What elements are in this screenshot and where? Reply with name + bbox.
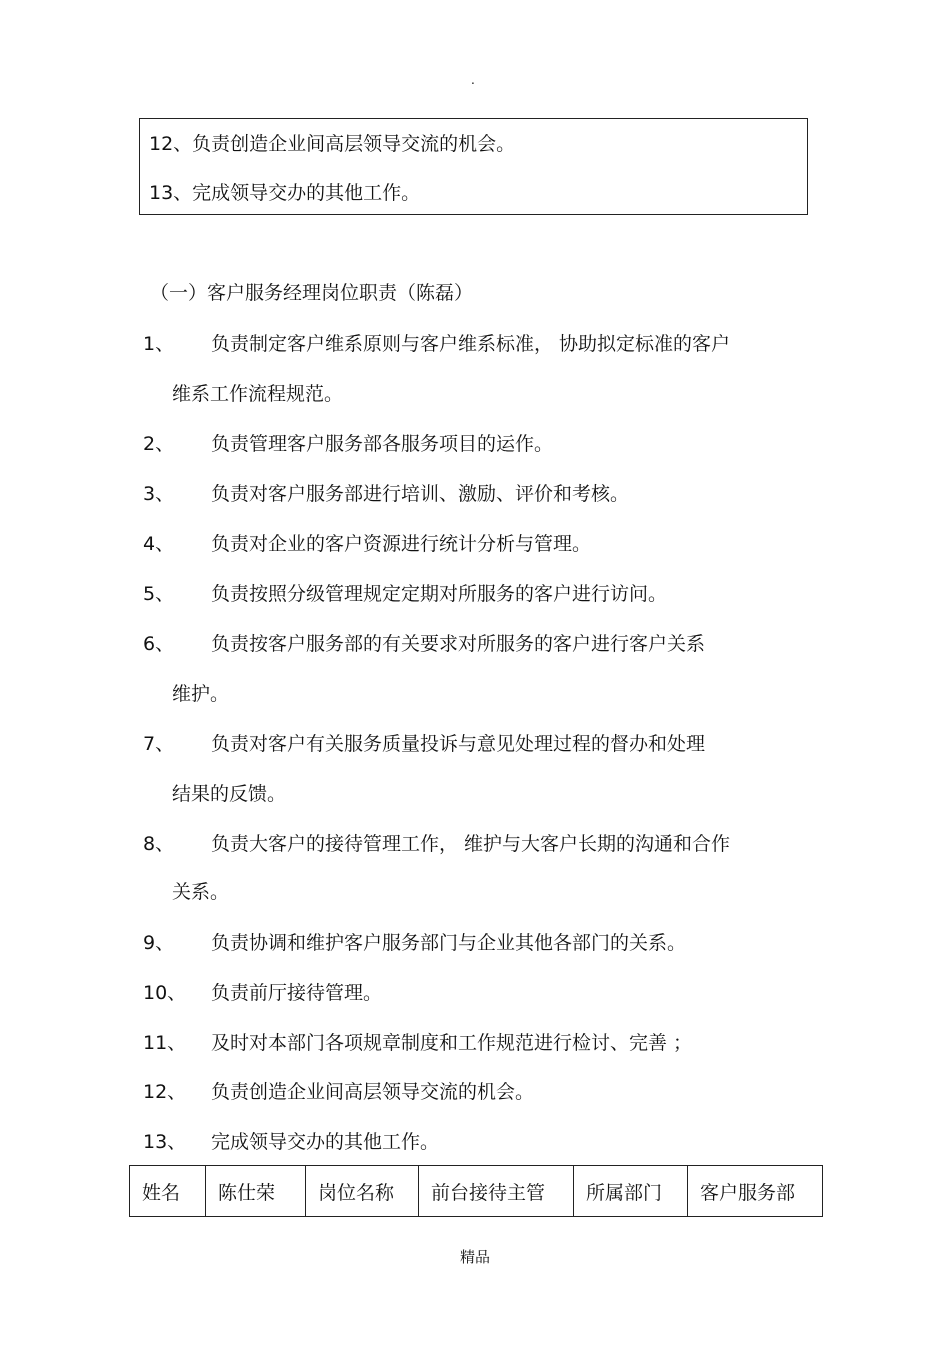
duty-line-13: 13、完成领导交办的其他工作。 xyxy=(149,182,421,204)
duty-number: 1、 xyxy=(143,333,175,355)
duty-text: 负责按照分级管理规定定期对所服务的客户进行访问。 xyxy=(211,583,668,605)
header-dot: . xyxy=(471,73,475,87)
duty-text: 完成领导交办的其他工作。 xyxy=(211,1131,440,1153)
duty-text: 及时对本部门各项规章制度和工作规范进行检讨、完善 ； xyxy=(211,1032,693,1054)
duty-number: 13、 xyxy=(143,1131,187,1153)
duty-text: 负责协调和维护客户服务部门与企业其他各部门的关系。 xyxy=(211,932,687,954)
position-label-cell: 岗位名称 xyxy=(306,1166,419,1217)
duty-number: 5、 xyxy=(143,583,175,605)
duty-text: 负责前厅接待管理。 xyxy=(211,982,383,1004)
duty-number: 9、 xyxy=(143,932,175,954)
duty-number: 12、 xyxy=(143,1081,187,1103)
duty-number: 8、 xyxy=(143,833,175,855)
name-value-cell: 陈仕荣 xyxy=(206,1166,306,1217)
table-row xyxy=(130,1166,823,1217)
duty-number: 10、 xyxy=(143,982,187,1004)
duty-text: 负责对客户有关服务质量投诉与意见处理过程的督办和处理 xyxy=(211,733,706,755)
department-value-cell: 客户服务部 xyxy=(688,1166,823,1217)
duty-text: 负责大客户的接待管理工作， 维护与大客户长期的沟通和合作 xyxy=(211,833,731,855)
duty-text-continued: 维系工作流程规范。 xyxy=(172,383,344,405)
continued-duties-box xyxy=(139,118,808,215)
duty-number: 4、 xyxy=(143,533,175,555)
duty-text: 负责制定客户维系原则与客户维系标准， 协助拟定标准的客户 xyxy=(211,333,731,355)
duty-text-continued: 结果的反馈。 xyxy=(172,783,287,805)
duty-number: 6、 xyxy=(143,633,175,655)
employee-info-table xyxy=(129,1165,823,1217)
duty-text-continued: 关系。 xyxy=(172,881,230,903)
duty-text: 负责创造企业间高层领导交流的机会。 xyxy=(211,1081,535,1103)
duty-number: 3、 xyxy=(143,483,175,505)
duty-text: 负责管理客户服务部各服务项目的运作。 xyxy=(211,433,554,455)
page-footer: 精品 xyxy=(459,1248,490,1266)
duty-number: 7、 xyxy=(143,733,175,755)
duty-line-12: 12、负责创造企业间高层领导交流的机会。 xyxy=(149,133,516,155)
duty-number: 2、 xyxy=(143,433,175,455)
duty-text-continued: 维护。 xyxy=(172,683,230,705)
duty-text: 负责对客户服务部进行培训、激励、评价和考核。 xyxy=(211,483,630,505)
duty-text: 负责对企业的客户资源进行统计分析与管理。 xyxy=(211,533,592,555)
position-value-cell: 前台接待主管 xyxy=(419,1166,574,1217)
duty-number: 11、 xyxy=(143,1032,187,1054)
duty-text: 负责按客户服务部的有关要求对所服务的客户进行客户关系 xyxy=(211,633,706,655)
department-label-cell: 所属部门 xyxy=(574,1166,688,1217)
section-title: （一）客户服务经理岗位职责（陈磊） xyxy=(150,282,474,304)
name-label-cell: 姓名 xyxy=(130,1166,206,1217)
